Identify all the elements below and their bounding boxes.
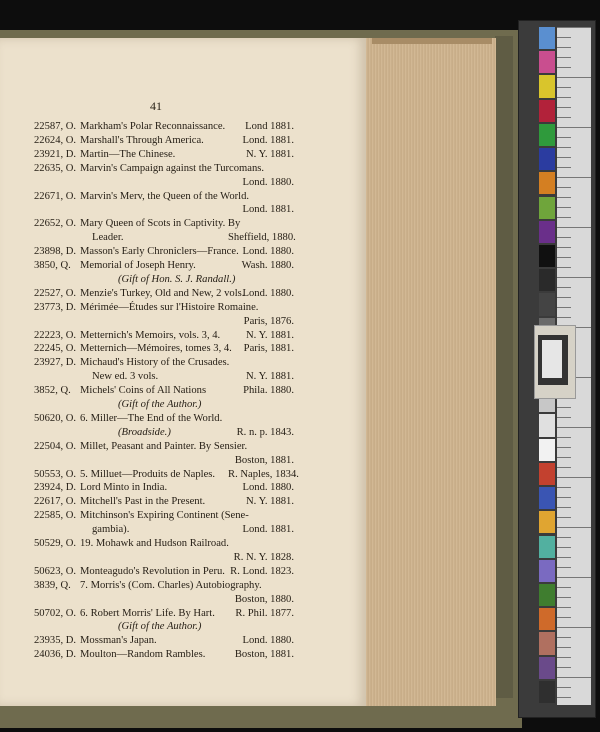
scale-tick	[557, 77, 591, 78]
entry-place-year: Paris, 1881.	[243, 343, 294, 355]
entry-place-year: Lond. 1881.	[242, 524, 294, 536]
scale-tick	[557, 557, 571, 558]
entry-line	[0, 287, 366, 300]
scale-tick	[557, 457, 571, 458]
cover-edge	[495, 36, 513, 698]
entry-line	[0, 607, 366, 620]
color-chip	[539, 511, 555, 533]
scale-tick	[557, 147, 571, 148]
color-chip	[539, 269, 555, 291]
color-chip	[539, 148, 555, 170]
scale-tick	[557, 657, 571, 658]
entry-text: gambia).	[92, 524, 130, 536]
scale-tick	[557, 607, 571, 608]
entry-text: (Gift of Hon. S. J. Randall.)	[118, 273, 236, 285]
scale-tick	[557, 57, 571, 58]
scale-tick	[557, 297, 571, 298]
scale-tick	[557, 527, 591, 528]
scale-tick	[557, 167, 571, 168]
entry-line	[0, 217, 366, 230]
entry-line	[0, 203, 366, 216]
card-light-panel	[542, 340, 562, 378]
entry-number: 50553, O.	[34, 468, 77, 480]
scale-tick	[557, 257, 571, 258]
entry-place-year: Lond. 1881.	[242, 204, 294, 216]
entry-number: 50620, O.	[34, 412, 77, 424]
entry-text: Moulton—Random Rambles.	[80, 649, 206, 661]
entry-line	[0, 329, 366, 342]
entry-number: 3850, Q.	[34, 260, 71, 271]
entry-number: 22587, O.	[34, 121, 77, 132]
scale-tick	[557, 197, 571, 198]
scale-tick	[557, 157, 571, 158]
color-chip	[539, 245, 555, 267]
entry-place-year: Lond. 1880.	[242, 176, 294, 188]
entry-number: 22527, O.	[34, 287, 77, 299]
entry-number: 23924, D.	[34, 482, 77, 494]
entry-place-year: Lond. 1881.	[242, 134, 294, 146]
entry-line	[0, 523, 366, 536]
entry-number: 23921, D.	[34, 148, 77, 160]
scale-tick	[557, 267, 571, 268]
page-number: 41	[150, 99, 162, 113]
scale-tick	[557, 437, 571, 438]
scale-tick	[557, 87, 571, 88]
scale-tick	[557, 417, 571, 418]
entry-text: Marvin's Merv, the Queen of the World.	[80, 190, 250, 202]
entry-text: Michels' Coins of All Nations	[80, 385, 207, 397]
entry-line	[0, 440, 366, 453]
color-chip	[539, 293, 555, 315]
color-chip	[539, 632, 555, 654]
scale-tick	[557, 407, 571, 408]
scale-tick	[557, 97, 571, 98]
entry-text: Mossman's Japan.	[80, 635, 157, 647]
entry-place-year: R. Naples, 1834.	[228, 468, 299, 480]
entry-number: 3839, Q.	[34, 579, 71, 591]
entry-place-year: Lond. 1880.	[242, 482, 294, 494]
entry-line	[0, 481, 366, 494]
color-chip	[539, 124, 555, 146]
entry-place-year: Lond 1881.	[245, 121, 294, 132]
entry-text: Monteagudo's Revolution in Peru.	[80, 565, 225, 577]
entry-text: Menzie's Turkey, Old and New, 2 vols.	[80, 287, 245, 299]
entry-text: Marshall's Through America.	[80, 134, 204, 146]
scale-tick	[557, 307, 571, 308]
entry-line	[0, 579, 366, 592]
entry-text: 5. Milluet—Produits de Naples.	[80, 468, 216, 480]
entry-text: Mérimée—Études sur l'Histoire Romaine.	[80, 301, 259, 313]
entry-text: 6. Miller—The End of the World.	[80, 412, 223, 424]
entry-line	[0, 176, 366, 189]
entry-number: 22585, O.	[34, 510, 77, 522]
color-chip	[539, 608, 555, 630]
color-chip	[539, 584, 555, 606]
scale-tick	[557, 67, 571, 68]
entry-line	[0, 648, 366, 661]
entry-text: Mary Queen of Scots in Captivity. By	[80, 218, 241, 230]
entry-number: 50702, O.	[34, 607, 77, 619]
entry-line	[0, 370, 366, 383]
scale-tick	[557, 247, 571, 248]
entry-text: Metternich—Mémoires, tomes 3, 4.	[80, 343, 232, 355]
entry-place-year: Lond. 1880.	[242, 635, 294, 647]
color-chip	[539, 51, 555, 73]
scale-tick	[557, 697, 571, 698]
color-chip	[539, 463, 555, 485]
entry-number: 22624, O.	[34, 134, 77, 146]
scale-tick	[557, 477, 591, 478]
scale-tick	[557, 577, 591, 578]
entry-line	[0, 190, 366, 203]
entry-place-year: Paris, 1876.	[243, 315, 294, 327]
entry-text: Martin—The Chinese.	[80, 148, 176, 160]
scale-tick	[557, 137, 571, 138]
entry-line	[0, 509, 366, 522]
scale-tick	[557, 207, 571, 208]
entry-place-year: Wash. 1880.	[241, 260, 294, 271]
entry-place-year: N. Y. 1881.	[246, 371, 294, 383]
scale-tick	[557, 317, 571, 318]
entry-line	[0, 342, 366, 355]
color-chip	[539, 221, 555, 243]
entry-place-year: Lond. 1880.	[242, 287, 294, 299]
color-chip	[539, 657, 555, 679]
entry-number: 23935, D.	[34, 635, 77, 647]
scale-tick	[557, 217, 571, 218]
scale-tick	[557, 667, 571, 668]
entry-line	[0, 551, 366, 564]
entry-number: 22652, O.	[34, 218, 77, 230]
entry-place-year: Boston, 1880.	[234, 593, 294, 605]
scale-tick	[557, 187, 571, 188]
entry-number: 22635, O.	[34, 162, 77, 174]
scale-tick	[557, 687, 571, 688]
scale-tick	[557, 597, 571, 598]
entry-line	[0, 634, 366, 647]
entry-place-year: N. Y. 1881.	[246, 496, 294, 508]
entry-line	[0, 384, 366, 397]
page-block-edges	[366, 38, 496, 706]
scale-tick	[557, 627, 591, 628]
entry-text: Markham's Polar Reconnaissance.	[80, 121, 226, 132]
entry-place-year: R. Phil. 1877.	[235, 607, 294, 619]
color-chip	[539, 172, 555, 194]
entry-line	[0, 537, 366, 550]
scale-tick	[557, 517, 571, 518]
entry-place-year: Lond. 1880.	[242, 246, 294, 258]
entry-text: Mitchell's Past in the Present.	[80, 496, 206, 508]
entry-text: Metternich's Memoirs, vols. 3, 4.	[80, 329, 221, 341]
entry-line	[0, 273, 366, 286]
entry-number: 22671, O.	[34, 190, 77, 202]
entry-line	[0, 231, 366, 244]
entry-text: Millet, Peasant and Painter. By Sensier.	[80, 440, 248, 452]
page-block-top	[372, 38, 492, 44]
scale-tick	[557, 637, 571, 638]
scale-tick	[557, 537, 571, 538]
entry-line	[0, 259, 366, 272]
scale-tick	[557, 487, 571, 488]
color-chip	[539, 75, 555, 97]
scale-tick	[557, 227, 591, 228]
entry-place-year: R. n. p. 1843.	[236, 426, 294, 438]
color-chip	[539, 560, 555, 582]
color-chip	[539, 414, 555, 436]
entry-line	[0, 398, 366, 411]
entry-number: 23898, D.	[34, 246, 77, 258]
entry-place-year: Boston, 1881.	[234, 454, 294, 466]
entry-line	[0, 426, 366, 439]
entry-text: 6. Robert Morris' Life. By Hart.	[80, 607, 215, 619]
entry-number: 3852, Q.	[34, 385, 71, 397]
scale-tick	[557, 647, 571, 648]
entry-number: 50529, O.	[34, 538, 77, 549]
entry-number: 50623, O.	[34, 565, 77, 577]
entry-place-year: Boston, 1881.	[234, 649, 294, 661]
entry-number: 23927, D.	[34, 357, 77, 369]
entry-text: (Gift of the Author.)	[118, 621, 202, 633]
entry-text: Michaud's History of the Crusades.	[80, 357, 230, 369]
scale-tick	[557, 507, 571, 508]
scale-tick	[557, 677, 591, 678]
scale-tick	[557, 47, 571, 48]
entry-line	[0, 454, 366, 467]
color-chip	[539, 536, 555, 558]
entry-line	[0, 620, 366, 633]
entry-text: Memorial of Joseph Henry.	[80, 260, 196, 271]
entry-line	[0, 120, 366, 133]
entry-line	[0, 301, 366, 314]
entry-place-year: N. Y. 1881.	[246, 329, 294, 341]
color-chip	[539, 487, 555, 509]
scale-tick	[557, 127, 591, 128]
scale-tick	[557, 107, 571, 108]
entry-line	[0, 412, 366, 425]
scale-tick	[557, 467, 571, 468]
entry-line	[0, 356, 366, 369]
entry-text: Masson's Early Chroniclers—France.	[80, 246, 239, 258]
color-chip	[539, 439, 555, 461]
scale-tick	[557, 177, 591, 178]
entry-text: Marvin's Campaign against the Turcomans.	[80, 162, 265, 174]
entry-text: 7. Morris's (Com. Charles) Autobiography.	[80, 579, 262, 591]
entry-text: Mitchinson's Expiring Continent (Sene-	[80, 510, 249, 522]
color-chip	[539, 681, 555, 703]
entry-line	[0, 565, 366, 578]
scale-tick	[557, 287, 571, 288]
entry-number: 22245, O.	[34, 343, 77, 355]
scale-tick	[557, 547, 571, 548]
entry-line	[0, 315, 366, 328]
entry-text: New ed. 3 vols.	[92, 371, 159, 383]
entry-line	[0, 162, 366, 175]
scale-tick	[557, 567, 571, 568]
entry-text: 19. Mohawk and Hudson Railroad.	[80, 538, 229, 549]
entry-place-year: Sheffield, 1880.	[228, 232, 296, 244]
entry-text: Lord Minto in India.	[80, 482, 168, 494]
scale-tick	[557, 447, 571, 448]
entry-line	[0, 245, 366, 258]
entry-number: 24036, D.	[34, 649, 77, 661]
color-chip	[539, 100, 555, 122]
entry-text: (Broadside.)	[118, 426, 171, 438]
entry-place-year: Phila. 1880.	[243, 385, 294, 397]
entry-line	[0, 148, 366, 161]
entry-line	[0, 593, 366, 606]
entry-line	[0, 468, 366, 481]
entry-number: 23773, D.	[34, 301, 77, 313]
scale-tick	[557, 37, 571, 38]
scale-tick	[557, 617, 571, 618]
entry-place-year: N. Y. 1881.	[246, 148, 294, 160]
entry-number: 22223, O.	[34, 329, 77, 341]
entry-text: (Gift of the Author.)	[118, 399, 202, 410]
scale-tick	[557, 497, 571, 498]
scale-tick	[557, 117, 571, 118]
entry-line	[0, 495, 366, 508]
entry-number: 22617, O.	[34, 496, 77, 508]
scale-tick	[557, 237, 571, 238]
scale-tick	[557, 27, 591, 28]
color-chip	[539, 27, 555, 49]
entry-place-year: R. Lond. 1823.	[230, 565, 294, 577]
scale-tick	[557, 587, 571, 588]
color-chip	[539, 197, 555, 219]
entry-text: Leader.	[92, 232, 124, 244]
scale-tick	[557, 427, 591, 428]
scale-tick	[557, 277, 591, 278]
entry-place-year: R. N. Y. 1828.	[233, 551, 294, 563]
entry-line	[0, 134, 366, 147]
entry-number: 22504, O.	[34, 440, 77, 452]
